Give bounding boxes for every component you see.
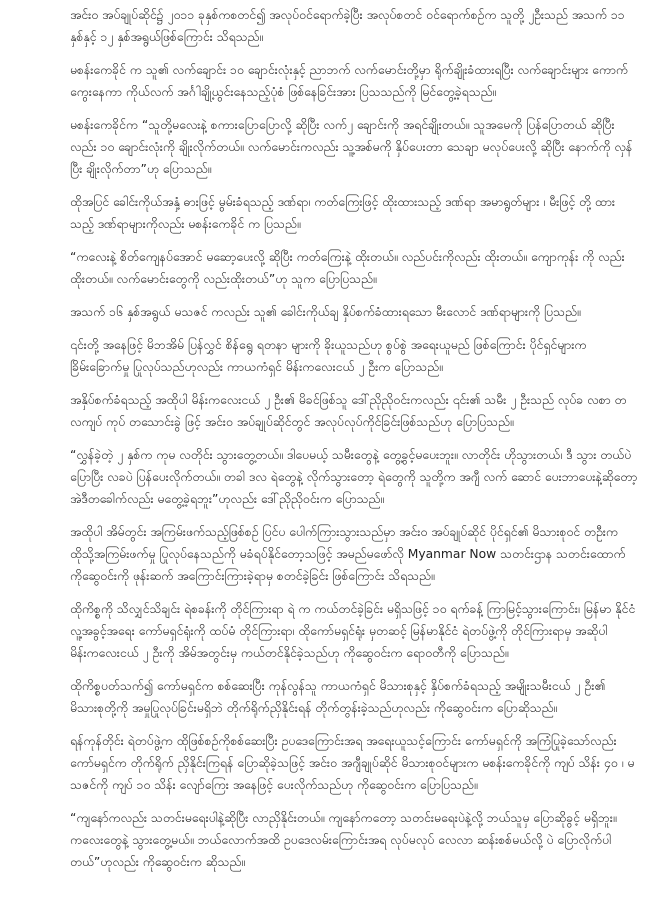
- article-paragraph: အသက် ၁၆ နှစ်အရွယ် မသဇင် ကလည်း သူ၏ ခေါင်းကိုယ်ချ နှိပ်စက်ခံထားရသော မီးလောင် ဒဏ်ရာများကို ပြသည်။: [70, 305, 581, 319]
- article-paragraph: ထိုအပြင် ခေါင်းကိုယ်အနှံ့ ဓားဖြင့် မွမ်းခံရသည့် ဒဏ်ရာ၊ ကတ်ကြေးဖြင့် ထိုးထားသည့် ဒဏ်ရာ အမာရွတ်များ ၊ မီးဖြင့် တို့ ထားသည့် ဒဏ်ရာများကိုလည်း မစန်းကေခိုင် က ပြသည်။: [70, 195, 616, 231]
- article-paragraph: မစန်းကေခိုင် က သူ၏ လက်ချောင်း ၁၀ ချောင်းလုံးနှင့် ညာဘက် လက်မောင်းတို့မှာ ရိုက်ချိုးခံထားရပြီး လက်ချောင်းများ ကောက်ကွေးနေကာ ကိုယ်လက် အင်္ဂါချို့ယွင်းနေသည့်ပုံစံ ဖြစ်နေခြင်းအား ပြသသည်ကို မြင်တွေ့ခဲ့ရသည်။: [70, 63, 628, 99]
- article-paragraph: ထိုကိစ္စပတ်သက်၍ ကော်မရှင်က စစ်ဆေးပြီး ကုန်လွန်သူ ကာယကံရှင် မိသားစုနှင့် နှိပ်စက်ခံရသည့် အမျိုးသမီးငယ် ၂ ဦး၏ မိသားစုတို့ကို အမှုပြုလုပ်ခြင်းမရှိဘဲ တိုက်ရိုက်ညှိနိုင်းရန် တိုက်တွန်းခဲ့သည်ဟုလည်း ကိုဆွေဝင်းက ပြောဆိုသည်။: [70, 679, 606, 715]
- article-paragraph: အင်း၀ အပ်ချုပ်ဆိုင်၌ ၂၀၁၁ ခုနှစ်ကစတင်၍ အလုပ်ဝင်ရောက်ခဲ့ပြီး အလုပ်စတင် ဝင်ရောက်စဉ်က သူတို့ ၂ဦးသည် အသက် ၁၁ နှစ်နှင့် ၁၂ နှစ်အရွယ်ဖြစ်ကြောင်း သိရသည်။: [70, 8, 625, 44]
- article-paragraph: ၎င်းတို့ အနေဖြင့် မိဘအိမ် ပြန်လွှင် စိန်ရွေ ရတနာ များကို ခိုးယူသည်ဟု စွပ်စွဲ အရေးယူမည် ဖြစ်ကြောင်း ပိုင်ရှင်များက ခြိမ်းခြောက်မှု ပြုလုပ်သည်ဟုလည်း ကာယကံရှင် မိန်းကလေးငယ် ၂ ဦးက ပြောသည်။: [70, 338, 587, 374]
- article-paragraph: အနှိပ်စက်ခံရသည့် အထိုပါ မိန်းကလေးငယ် ၂ ဦး၏ မိခင်ဖြစ်သူ ဒေါ်ညိုညိုဝင်းကလည်း ၎င်း၏ သမီး ၂ ဦးသည် လုပ်ခ လစာ တလကျပ် ကုပ် တသောင်းခွဲ ဖြင့် အင်း၀ အပ်ချုပ်ဆိုင်တွင် အလုပ်လုပ်ကိုင်ခြင်းဖြစ်သည်ဟု ပြောပြသည်။: [70, 393, 627, 429]
- article-paragraph: မစန်းကေခိုင်က “သူတို့မလေးနဲ့ စကားပြောပြောလို့ ဆိုပြီး လက်၂ ချောင်းကို အရင်ချိုးတယ်။ သူအမေကို ပြန်ပြောတယ် ဆိုပြီး လည်း ၁၀ ချောင်းလုံးကို ချိုးလိုက်တယ်။ လက်မောင်းကလည်း သူ့အစ်မကို နှိပ်ပေးတာ သေချာ မလုပ်ပေးလို့ ဆိုပြီး နောက်ကို လှန်ပြီး ချိုးလိုက်တာ”ဟု ပြောသည်။: [70, 118, 633, 176]
- article-paragraph: ထိုကိစ္စကို သိလျှင်သိချင်း ရဲစခန်းကို တိုင်ကြားရာ ရဲ က ကယ်တင်ခဲ့ခြင်း မရှိသဖြင့် ၁၀ ရက်ခန့် ကြာမြင့်သွားကြောင်း၊ မြန်မာ နိုင်ငံ လူ့အခွင့်အရေး ကော်မရှင်ရုံးကို ထပ်မံ တိုင်ကြားရာ၊ ထိုကော်မရှင်ရုံး မှတဆင့် မြန်မာနိုင်ငံ ရဲတပ်ဖွဲ့ကို တိုင်ကြားရာမှ အဆိုပါ မိန်းကလေးငယ် ၂ ဦးကို အိမ်အတွင်းမှ ကယ်တင်နိုင်ခဲ့သည်ဟု ကိုဆွေဝင်းက ရောဝတီကို ပြောသည်။: [70, 602, 636, 660]
- article-paragraph: “ကလေးနဲ့ စိတ်ကျေနပ်အောင် မဆော့ပေးလို့ ဆိုပြီး ကတ်ကြေးနဲ့ ထိုးတယ်။ လည်ပင်းကိုလည်း ထိုးတယ်။ ကျောကုန်း ကို လည်း ထိုးတယ်။ လက်မောင်းတွေကို လည်းထိုးတယ်”ဟု သူက ပြောပြသည်။: [70, 250, 625, 286]
- article-paragraph: “လွှန်ခဲ့တဲ့ ၂ နှစ်က ကုမ လတိုင်း သွားတွေ့တယ်။ ဒါပေမယ့် သမီးတွေနဲ့ တွေ့ခွင့်မပေးဘူး။ လာတိုင်း ဟိုသွားတယ်၊ ဒီ သွား တယ်ပဲ ပြောပြီး လခပဲ ပြန်ပေးလိုက်တယ်။ တခါ ဒလ ရဲတွေနဲ့ လိုက်သွားတော့ ရဲတွေကို သူတို့က အဂျီ လက် ဆောင် ပေးဘာပေးနဲ့ဆိုတော့ အဲဒီတခေါက်လည်း မတွေ့ခဲ့ရဘူး”ဟုလည်း ဒေါ်ညိုညိုဝင်းက ပြောသည်။: [70, 448, 638, 506]
- article-paragraph: ရန်ကုန်တိုင်း ရဲတပ်ဖွဲ့က ထိုဖြစ်စဉ်ကိုစစ်ဆေးပြီး ဥပဒေကြောင်းအရ အရေးယူသင့်ကြောင်း ကော်မရှင်ကို အကြံပြုခဲ့သော်လည်း ကော်မရှင်က တိုက်ရိုက် ညှိနိုင်းကြရန် ပြောဆိုခဲ့သဖြင့် အင်း၀ အဂျီချုပ်ဆိုင် မိသားစုဝင်များက မစန်းကေခိုင်ကို ကျပ် သိန်း ၄၀ ၊ မသဇင်ကို ကျပ် ၁၀ သိန်း လျော်ကြေး အနေဖြင့် ပေးလိုက်သည်ဟု ကိုဆွေဝင်းက ပြောပြသည်။: [70, 734, 635, 792]
- article-paragraph: အထိုပါ အိမ်တွင်း အကြမ်းဖက်သည့်ဖြစ်စဉ် ပြင်ပ ပေါက်ကြားသွားသည်မှာ အင်း၀ အပ်ချုပ်ဆိုင် ပိုင်ရှင်၏ မိသားစုဝင် တဦးက ထိုသို့အကြမ်းဖက်မှု ပြုလုပ်နေသည်ကို မခံရပ်နိုင်တော့သဖြင့် အမည်မဖော်လို Myanmar Now သတင်းဌာန သတင်းထောက် ကိုဆွေဝင်းကို ဖုန်းဆက် အကြောင်းကြားခဲ့ရာမှ စတင်ခဲ့ခြင်း ဖြစ်ကြောင်း သိရသည်။: [70, 525, 626, 583]
- article-paragraph: “ကျနော်ကလည်း သတင်းမရေးပါနဲ့ဆိုပြီး လာညှိနိုင်းတယ်။ ကျနော်ကတော့ သတင်းမရေးပဲနဲ့လို့ ဘယ်သူမှ ပြောဆိုခွင့် မရှိဘူး။ ကလေးတွေနဲ့ သွားတွေ့မယ်။ ဘယ်လောက်အထိ ဥပဒေလမ်းကြောင်းအရ လုပ်မလုပ် လေလာ ဆန်းစစ်မယ်လို့ ပဲ ပြောလိုက်ပါတယ်”ဟုလည်း ကိုဆွေဝင်းက ဆိုသည်။: [70, 811, 617, 869]
